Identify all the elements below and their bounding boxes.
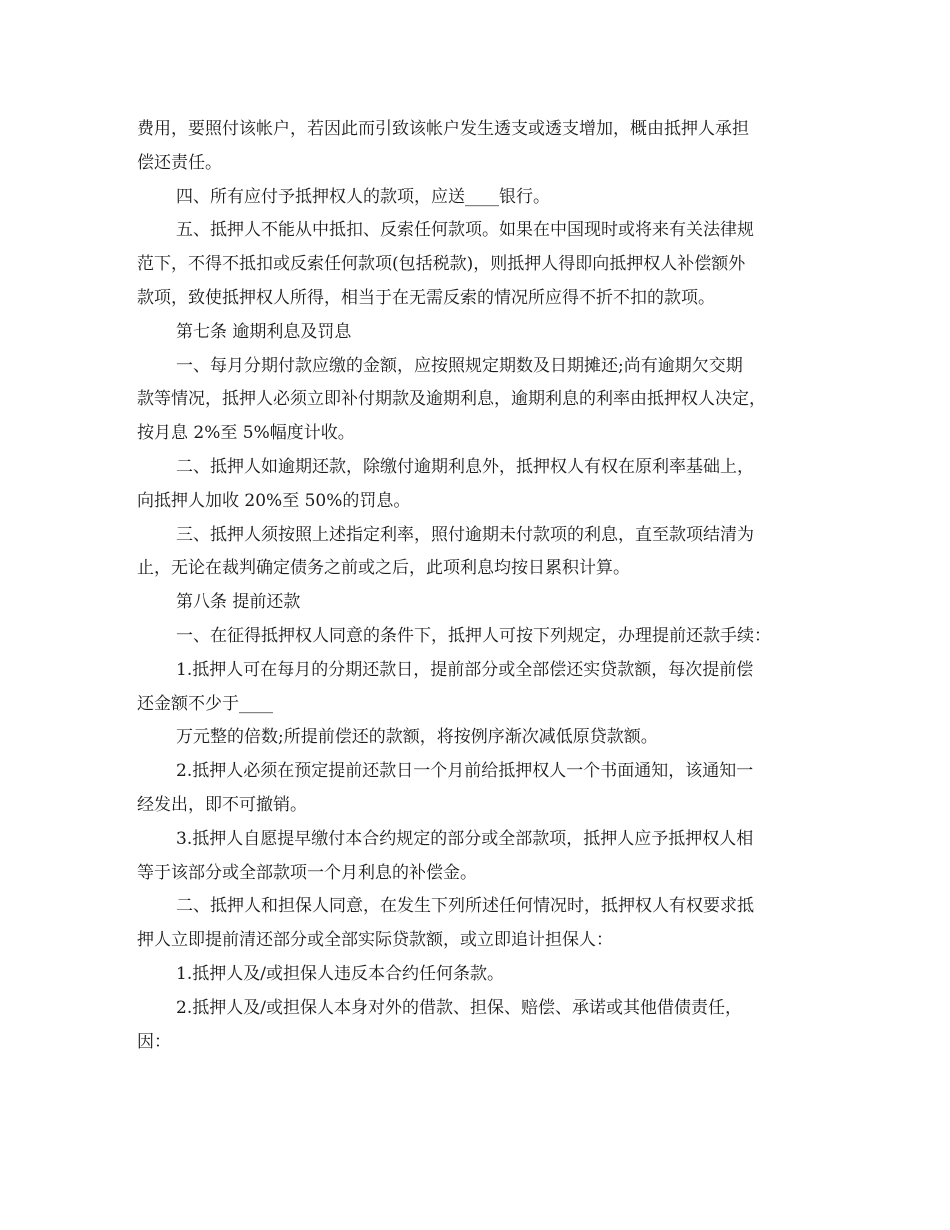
- text-line: 按月息 2%至 5%幅度计收。: [137, 423, 355, 444]
- text-line: 第八条 提前还款: [176, 592, 301, 613]
- text-line: 四、所有应付予抵押权人的款项，应送____银行。: [176, 186, 550, 207]
- text-line: 费用，要照付该帐户，若因此而引致该帐户发生透支或透支增加，概由抵押人承担: [137, 119, 749, 139]
- text-line: 五、抵押人不能从中抵扣、反索任何款项。如果在中国现时或将来有关法律规: [176, 220, 754, 241]
- text-line: 还金额不少于____: [137, 693, 273, 714]
- text-line: 偿还责任。: [137, 152, 222, 173]
- text-line: 因：: [137, 1031, 171, 1052]
- text-line: 范下，不得不抵扣或反索任何款项(包括税款)，则抵押人得即向抵押权人补偿额外: [137, 254, 746, 275]
- text-line: 押人立即提前清还部分或全部实际贷款额，或立即追计担保人：: [137, 930, 613, 951]
- text-line: 3.抵押人自愿提早缴付本合约规定的部分或全部款项，抵押人应予抵押权人相: [176, 828, 754, 849]
- text-line: 二、抵押人如逾期还款，除缴付逾期利息外，抵押权人有权在原利率基础上，: [176, 456, 754, 477]
- text-line: 2.抵押人必须在预定提前还款日一个月前给抵押权人一个书面通知，该通知一: [176, 761, 754, 782]
- text-line: 2.抵押人及/或担保人本身对外的借款、担保、赔偿、承诺或其他借债责任，: [176, 997, 742, 1018]
- text-line: 二、抵押人和担保人同意，在发生下列所述任何情况时，抵押权人有权要求抵: [176, 896, 754, 917]
- text-line: 1.抵押人及/或担保人违反本合约任何条款。: [176, 963, 504, 984]
- text-line: 止，无论在裁判确定债务之前或之后，此项利息均按日累积计算。: [137, 558, 630, 579]
- text-line: 三、抵押人须按照上述指定利率，照付逾期未付款项的利息，直至款项结清为: [176, 524, 754, 545]
- text-line: 款等情况，抵押人必须立即补付期款及逾期利息，逾期利息的利率由抵押权人决定，: [137, 389, 766, 410]
- text-line: 经发出，即不可撤销。: [137, 794, 307, 815]
- text-line: 第七条 逾期利息及罚息: [176, 321, 352, 342]
- text-line: 1.抵押人可在每月的分期还款日，提前部分或全部偿还实贷款额，每次提前偿: [176, 659, 754, 680]
- text-line: 向抵押人加收 20%至 50%的罚息。: [137, 490, 411, 511]
- text-line: 等于该部分或全部款项一个月利息的补偿金。: [137, 862, 477, 883]
- text-line: 一、在征得抵押权人同意的条件下，抵押人可按下列规定，办理提前还款手续：: [176, 625, 771, 646]
- text-line: 万元整的倍数;所提前偿还的款额，将按例序渐次减低原贷款额。: [176, 727, 658, 748]
- document-body: [137, 113, 837, 1059]
- text-line: 款项，致使抵押权人所得，相当于在无需反索的情况所应得不折不扣的款项。: [137, 287, 715, 308]
- text-line: 一、每月分期付款应缴的金额，应按照规定期数及日期摊还;尚有逾期欠交期: [176, 355, 743, 376]
